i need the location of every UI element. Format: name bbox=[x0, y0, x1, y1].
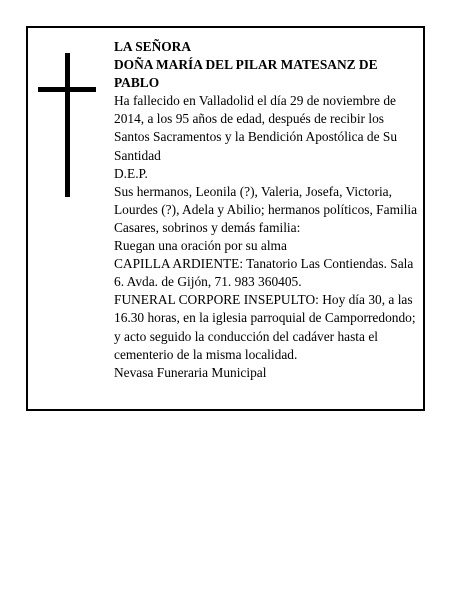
chapel-info: CAPILLA ARDIENTE: Tanatorio Las Contiendas. Sala 6. Avda. de Gijón, 71. 983 360405. bbox=[114, 256, 414, 290]
funeral-info: FUNERAL CORPORE INSEPULTO: Hoy día 30, a las 16.30 horas, en la iglesia parroquial de Camporredondo; y acto seguido la conducción del cadáver hasta el cementerio de la misma localidad. bbox=[114, 292, 416, 362]
funeral-home: Nevasa Funeraria Municipal bbox=[114, 364, 267, 380]
notice-title: LA SEÑORA bbox=[114, 39, 192, 54]
cross-vertical-bar bbox=[65, 53, 70, 197]
family-list: Sus hermanos, Leonila (?), Valeria, Josefa, Victoria, Lourdes (?), Adela y Abilio; hermanos políticos, Familia Casares, sobrinos y demás familia: bbox=[114, 183, 418, 235]
prayer-request: Ruegan una oración por su alma bbox=[114, 238, 287, 254]
obituary-text bbox=[114, 38, 420, 382]
dep-text: D.E.P. bbox=[114, 165, 148, 181]
deceased-name: DOÑA MARÍA DEL PILAR MATESANZ DE PABLO bbox=[114, 57, 378, 91]
cross-horizontal-bar bbox=[38, 87, 96, 92]
death-statement: Ha fallecido en Valladolid el día 29 de noviembre de 2014, a los 95 años de edad, después de recibir los Santos Sacramentos y la Bendición Apostólica de Su Santidad bbox=[114, 93, 398, 163]
cross-icon bbox=[38, 53, 96, 197]
